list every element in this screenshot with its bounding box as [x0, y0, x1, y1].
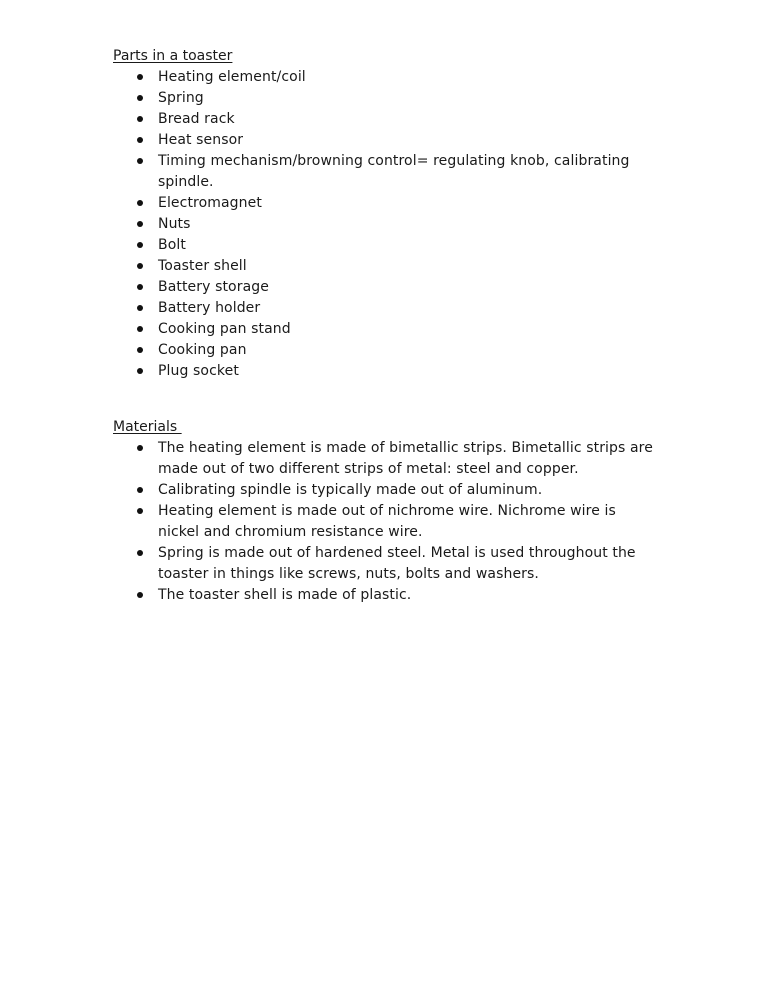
list-item-text: Spring	[158, 90, 204, 106]
bullet-icon	[137, 116, 143, 122]
bullet-icon	[137, 487, 143, 493]
list-item	[136, 88, 656, 109]
list-item-text: Bolt	[158, 237, 186, 253]
list-item-text: The heating element is made of bimetallic strips. Bimetallic strips are made out of two different strips of metal: steel and copper.	[158, 440, 653, 477]
bullet-icon	[137, 158, 143, 164]
bullet-icon	[137, 305, 143, 311]
list-item	[136, 298, 656, 319]
bullet-icon	[137, 326, 143, 332]
parts-list	[136, 67, 656, 382]
list-item-text: Spring is made out of hardened steel. Metal is used throughout the toaster in things like screws, nuts, bolts and washers.	[158, 545, 636, 582]
list-item-text: Heating element/coil	[158, 69, 306, 85]
list-item	[136, 319, 656, 340]
bullet-icon	[137, 221, 143, 227]
list-item-text: Battery holder	[158, 300, 261, 316]
bullet-icon	[137, 95, 143, 101]
list-item	[136, 480, 656, 501]
bullet-icon	[137, 137, 143, 143]
list-item-text: Electromagnet	[158, 195, 262, 211]
list-item-text: Heating element is made out of nichrome wire. Nichrome wire is nickel and chromium resistance wire.	[158, 503, 616, 540]
bullet-icon	[137, 347, 143, 353]
list-item-text: Bread rack	[158, 111, 235, 127]
list-item	[136, 214, 656, 235]
list-item	[136, 585, 656, 606]
list-item-text: The toaster shell is made of plastic.	[158, 587, 412, 603]
list-item	[136, 130, 656, 151]
list-item	[136, 277, 656, 298]
list-item	[136, 543, 656, 585]
bullet-icon	[137, 74, 143, 80]
list-item	[136, 109, 656, 130]
bullet-icon	[137, 508, 143, 514]
bullet-icon	[137, 200, 143, 206]
list-item	[136, 151, 656, 193]
list-item-text: Calibrating spindle is typically made out of aluminum.	[158, 482, 543, 498]
list-item-text: Cooking pan stand	[158, 321, 291, 337]
bullet-icon	[137, 445, 143, 451]
bullet-icon	[137, 368, 143, 374]
list-item	[136, 67, 656, 88]
bullet-icon	[137, 550, 143, 556]
bullet-icon	[137, 263, 143, 269]
list-item	[136, 501, 656, 543]
list-item-text: Battery storage	[158, 279, 269, 295]
bullet-icon	[137, 242, 143, 248]
materials-list	[136, 438, 656, 606]
list-item	[136, 193, 656, 214]
materials-heading: Materials	[113, 419, 182, 435]
bullet-icon	[137, 284, 143, 290]
parts-heading: Parts in a toaster	[113, 48, 233, 64]
list-item-text: Nuts	[158, 216, 191, 232]
list-item-text: Toaster shell	[158, 258, 247, 274]
list-item-text: Timing mechanism/browning control= regulating knob, calibrating spindle.	[158, 153, 630, 190]
list-item	[136, 340, 656, 361]
list-item-text: Cooking pan	[158, 342, 247, 358]
list-item-text: Heat sensor	[158, 132, 244, 148]
list-item-text: Plug socket	[158, 363, 239, 379]
list-item	[136, 438, 656, 480]
list-item	[136, 235, 656, 256]
list-item	[136, 256, 656, 277]
list-item	[136, 361, 656, 382]
bullet-icon	[137, 592, 143, 598]
